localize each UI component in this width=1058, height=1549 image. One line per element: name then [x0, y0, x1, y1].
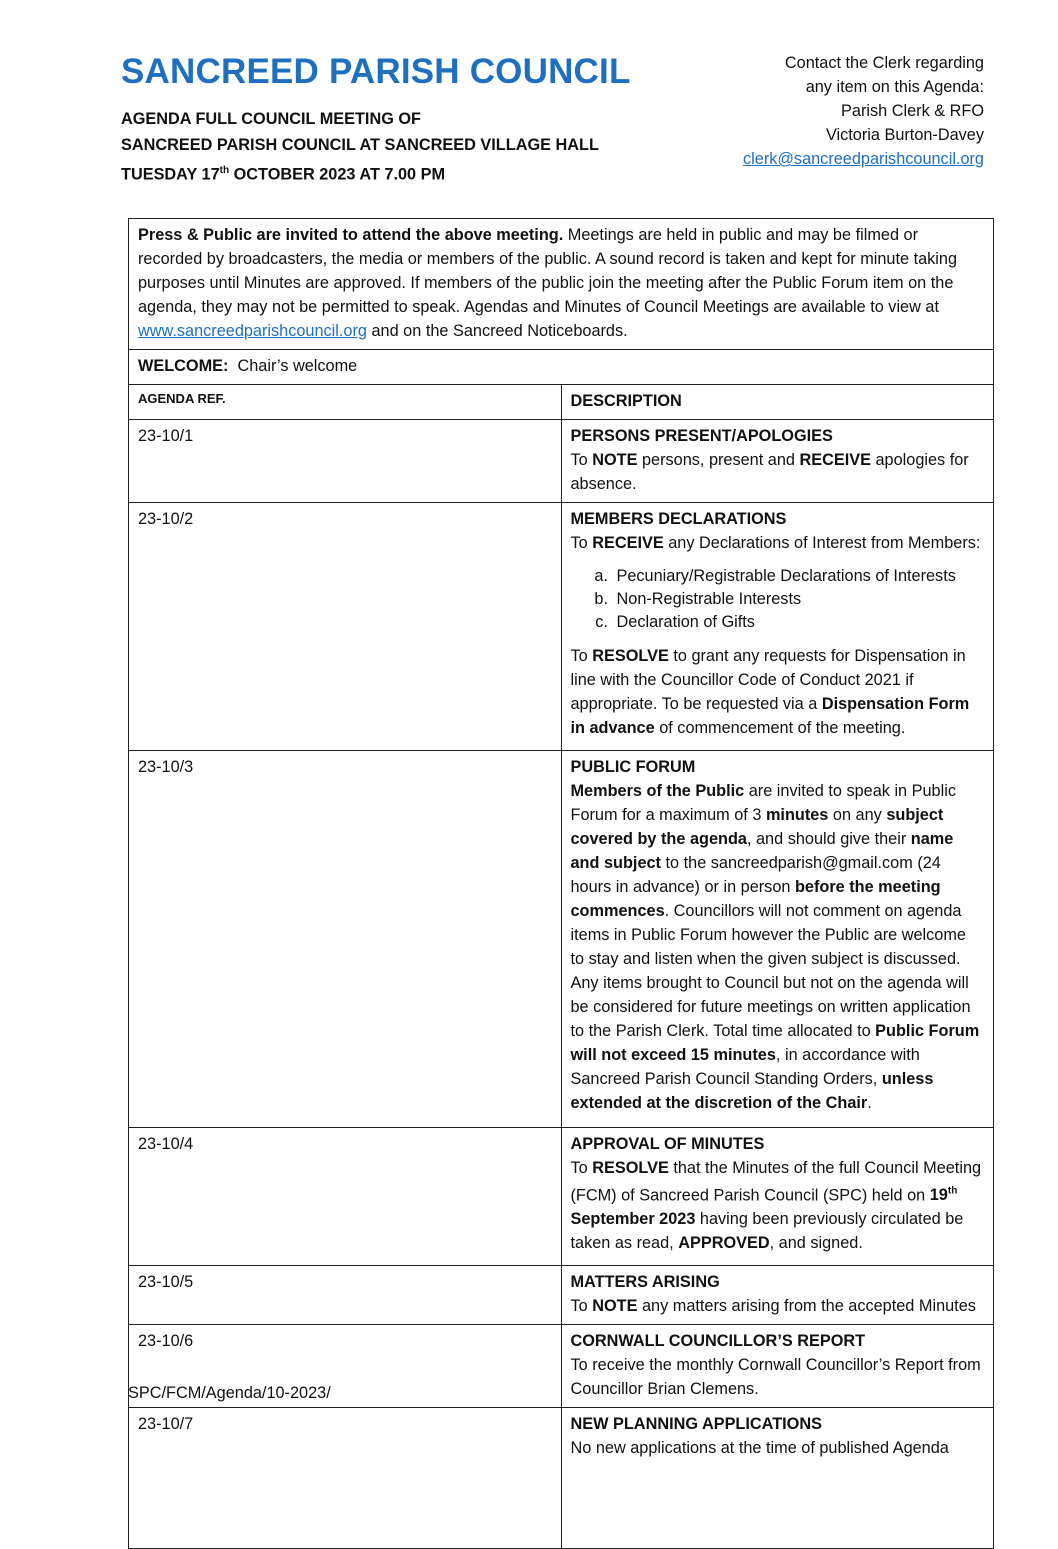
item-title: NEW PLANNING APPLICATIONS: [570, 1415, 822, 1434]
meeting-date-rest: OCTOBER 2023 AT 7.00 PM: [229, 165, 446, 184]
header-agenda-ref: AGENDA REF.: [129, 385, 562, 420]
item-title: MEMBERS DECLARATIONS: [570, 510, 787, 528]
item-title: MATTERS ARISING: [570, 1273, 720, 1292]
table-row: [129, 503, 994, 751]
item-ref: 23-10/2: [129, 503, 562, 751]
list-item: b. Non-Registrable Interests: [613, 588, 985, 611]
item-description: MATTERS ARISING To NOTE any matters arising from the accepted Minutes: [561, 1266, 994, 1325]
table-row: [129, 1408, 994, 1549]
item-title: CORNWALL COUNCILLOR’S REPORT: [570, 1332, 866, 1351]
welcome-label: WELCOME:: [138, 357, 229, 375]
item-description: APPROVAL OF MINUTES To RESOLVE that the Minutes of the full Council Meeting (FCM) of Sancreed Parish Council (SPC) held on 19th September 2023 having been previously circulated be taken as read, APPROVED, and signed.: [561, 1128, 994, 1266]
table-row: [129, 1266, 994, 1325]
press-notice-text-end: and on the Sancreed Noticeboards.: [366, 322, 628, 340]
table-row: [129, 420, 994, 503]
table-row: [129, 1128, 994, 1266]
item-ref: 23-10/3: [129, 751, 562, 1128]
item-description: PUBLIC FORUM Members of the Public are invited to speak in Public Forum for a maximum of 3 minutes on any subject covered by the agenda, and should give their name and subject to the sancreedparish@gmail.com (24 hours in advance) or in person before the meeting commences. Councillors will not comment on agenda items in Public Forum however the Public are welcome to stay and listen when the given subject is discussed. Any items brought to Council but not on the agenda will be considered for future meetings on written application to the Parish Clerk. Total time allocated to Public Forum will not exceed 15 minutes, in accordance with Sancreed Parish Council Standing Orders, unless extended at the discretion of the Chair.: [561, 751, 994, 1128]
list-item: c. Declaration of Gifts: [613, 611, 985, 634]
item-ref: 23-10/6: [129, 1325, 562, 1408]
list-item: a. Pecuniary/Registrable Declarations of Interests: [613, 565, 985, 588]
subtitle-line-2: SANCREED PARISH COUNCIL AT SANCREED VILLAGE HALL: [121, 136, 599, 154]
meeting-subtitle: [121, 106, 599, 187]
meeting-date-suffix: th: [219, 165, 230, 176]
header-description: DESCRIPTION: [561, 385, 994, 420]
table-row: [129, 751, 994, 1128]
document-reference-footer: SPC/FCM/Agenda/10-2023/: [128, 1384, 331, 1402]
press-notice: [129, 219, 994, 350]
item-ref: 23-10/7: [129, 1408, 562, 1549]
item-ref: 23-10/5: [129, 1266, 562, 1325]
item-description: CORNWALL COUNCILLOR’S REPORT To receive the monthly Cornwall Councillor’s Report from Councillor Brian Clemens.: [561, 1325, 994, 1408]
contact-line-2: any item on this Agenda:: [805, 78, 984, 96]
item-title: PERSONS PRESENT/APOLOGIES: [570, 427, 833, 445]
welcome-row: [129, 350, 994, 385]
meeting-date-day: TUESDAY 17: [121, 165, 220, 184]
contact-line-3: Parish Clerk & RFO: [841, 102, 984, 120]
welcome-cell: [129, 350, 994, 385]
clerk-email-link[interactable]: clerk@sancreedparishcouncil.org: [743, 150, 984, 168]
subtitle-line-1: AGENDA FULL COUNCIL MEETING OF: [121, 110, 421, 128]
item-description: NEW PLANNING APPLICATIONS No new applications at the time of published Agenda: [561, 1408, 994, 1549]
item-title: PUBLIC FORUM: [570, 758, 696, 776]
welcome-text: Chair’s welcome: [228, 357, 358, 375]
website-link[interactable]: www.sancreedparishcouncil.org: [138, 322, 367, 340]
press-notice-bold: Press & Public are invited to attend the above meeting.: [138, 226, 564, 244]
agenda-table: [128, 218, 994, 1549]
press-notice-text: Meetings are held in public and may be filmed or recorded by broadcasters, the media or members of the public. A sound record is taken and kept for minute taking purposes until Minutes are approved. If members of the public join the meeting after the Public Forum item on the agenda, they may not be permitted to speak. Agendas and Minutes of Council Meetings are available to view at: [138, 226, 958, 316]
item-ref: 23-10/1: [129, 420, 562, 503]
clerk-contact-block: [743, 51, 984, 171]
press-notice-row: [129, 219, 994, 350]
declarations-list: [571, 565, 985, 634]
contact-line-1: Contact the Clerk regarding: [784, 54, 984, 72]
council-title: SANCREED PARISH COUNCIL: [121, 52, 631, 91]
item-title: APPROVAL OF MINUTES: [570, 1135, 765, 1153]
item-description: PERSONS PRESENT/APOLOGIES To NOTE persons, present and RECEIVE apologies for absence.: [561, 420, 994, 503]
contact-line-4: Victoria Burton-Davey: [825, 126, 984, 144]
subtitle-line-3: [121, 158, 599, 187]
item-description: MEMBERS DECLARATIONS To RECEIVE any Declarations of Interest from Members: a. Pecuniary/Registrable Declarations of Interests b. Non-Registrable Interests c. Declaration of Gifts To RESOLVE to grant any requests for Dispensation in line with the Councillor Code of Conduct 2021 if appropriate. To be requested via a Dispensation Form in advance of commencement of the meeting.: [561, 503, 994, 751]
table-header-row: [129, 385, 994, 420]
item-ref: 23-10/4: [129, 1128, 562, 1266]
